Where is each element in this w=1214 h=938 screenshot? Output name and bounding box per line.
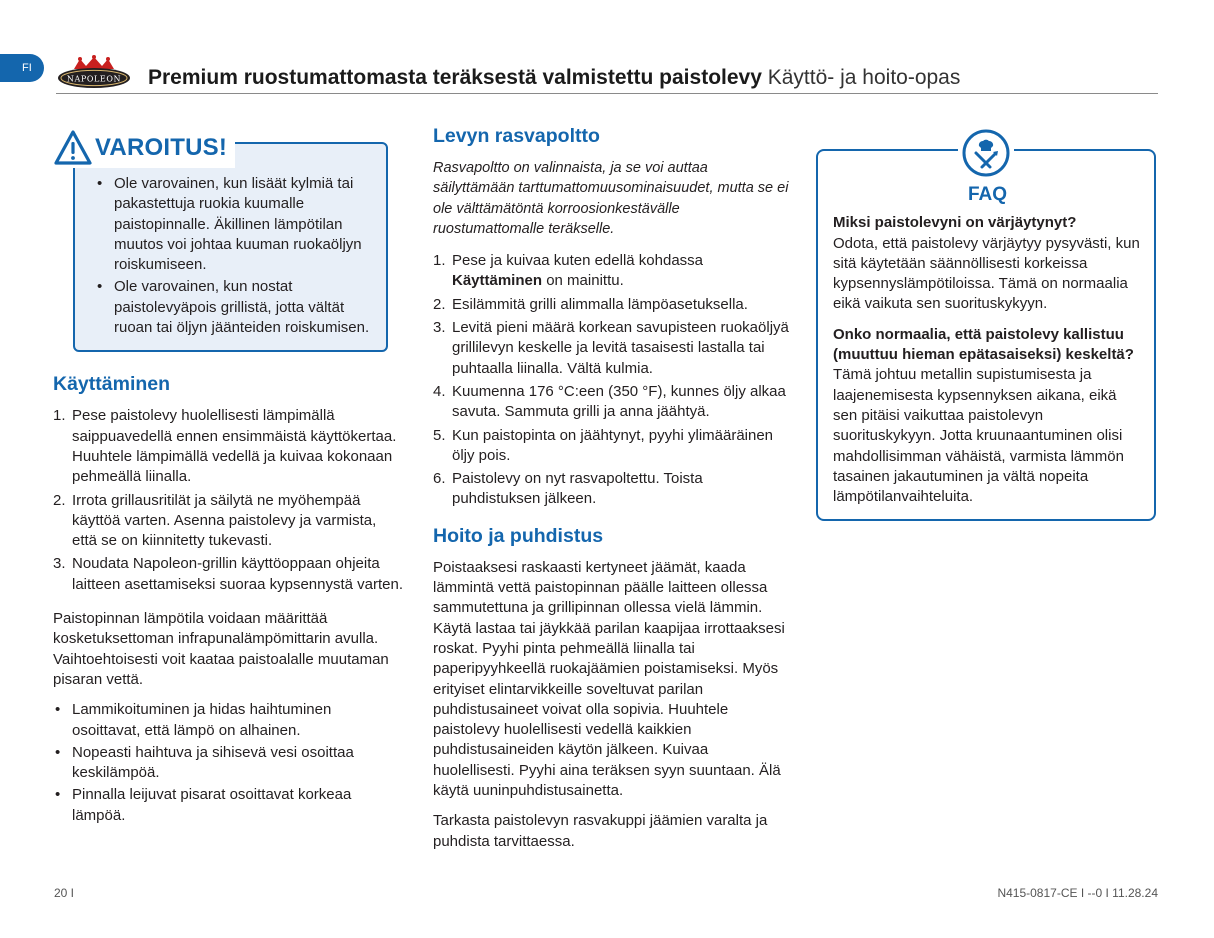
page-number: 20 I — [54, 886, 75, 900]
column-right — [816, 125, 1160, 521]
seasoning-step: 2. Esilämmitä grilli alimmalla lämpöasetuksella. — [433, 295, 748, 313]
usage-steps — [53, 406, 403, 595]
column-left — [53, 133, 404, 828]
seasoning-steps — [433, 251, 793, 510]
seasoning-step: 5. Kun paistopinta on jäähtynyt, pyyhi ylimääräinen öljy pois. — [433, 426, 774, 464]
document-code: N415-0817-CE I --0 I 11.28.24 — [997, 886, 1158, 900]
title-subtitle: Käyttö- ja hoito-opas — [767, 66, 961, 89]
warning-item: • Ole varovainen, kun lisäät kylmiä tai pakastettuja ruokia kuumalle paistopinnalle. Äkillinen lämpötilan muutos voi johtaa kuuman ruokaöljyn roiskumiseen. — [95, 174, 372, 275]
warning-box — [73, 133, 388, 352]
warning-title: VAROITUS! — [95, 133, 228, 161]
faq-question: Miksi paistolevyni on värjäytynyt? — [833, 214, 1077, 232]
napoleon-logo-icon — [56, 55, 132, 89]
warning-triangle-icon — [53, 129, 93, 167]
chef-utensils-icon — [962, 129, 1010, 177]
language-tab — [0, 54, 44, 82]
seasoning-step: 4. Kuumenna 176 °C:een (350 °F), kunnes öljy alkaa savuta. Sammuta grilli ja anna jäähtyä. — [433, 382, 786, 421]
logo-wordmark: NAPOLEON — [66, 74, 122, 84]
title-main: Premium ruostumattomasta teräksestä valmistettu paistolevy — [148, 66, 762, 89]
usage-step: 1. Pese paistolevy huolellisesti lämpimällä saippuavedellä ennen ensimmäistä käyttökertaa. Huuhtele lämpimällä vedellä ja kuivaa kokonaan pehmeällä liinalla. — [53, 407, 397, 486]
seasoning-step: 1. Pese ja kuivaa kuten edellä kohdassa Käyttäminen on mainittu. — [433, 252, 704, 290]
faq-question: Onko normaalia, että paistolevy kallistuu (muuttuu hieman epätasaiseksi) keskeltä? — [833, 325, 1134, 364]
usage-step: 3. Noudata Napoleon-grillin käyttöoppaan ohjeita laitteen asettamiseksi suoraa kypsennystä varten. — [53, 555, 404, 593]
faq-answer: Odota, että paistolevy värjäytyy pysyvästi, kun sitä käytetään säännöllisesti korkeissa kypsennyslämpötiloissa. Tämä on normaalia eikä vaikuta sen suorituskykyyn. — [833, 234, 1140, 313]
seasoning-step: 6. Paistolevy on nyt rasvapoltettu. Toista puhdistuksen jälkeen. — [433, 470, 703, 508]
heat-indicator-item: • Lammikoituminen ja hidas haihtuminen osoittavat, että lämpö on alhainen. — [53, 700, 403, 741]
faq-answer: Tämä johtuu metallin supistumisesta ja laajenemisesta kypsennyksen aikana, eikä sen pitäisi vaikuttaa paistolevyn suorituskykyyn. Jotta kruunaantuminen olisi mahdollisimman vähäistä, varmista lämmön tasainen jakautuminen ja vältä nopeita lämpötilanvaihteluita. — [833, 366, 1124, 506]
care-heading: Hoito ja puhdistus — [433, 524, 604, 547]
heat-indicator-item: • Nopeasti haihtuva ja sihisevä vesi osoittaa keskilämpöä. — [53, 743, 403, 784]
heat-indicator-item: • Pinnalla leijuvat pisarat osoittavat korkeaa lämpöä. — [53, 785, 403, 826]
faq-icon-container — [958, 125, 1014, 181]
warning-item: • Ole varovainen, kun nostat paistolevyäpois grillistä, jotta vältät ruoan tai öljyn jäänteiden roiskumisen. — [95, 277, 372, 338]
usage-step: 2. Irrota grillausritilät ja säilytä ne myöhempää käyttöä varten. Asenna paistolevy ja varmista, että se on kiinnitetty tukevasti. — [53, 491, 377, 550]
seasoning-step: 3. Levitä pieni määrä korkean savupisteen ruokaöljyä grillilevyn keskelle ja levitä tasaisesti lastalla tai puhtaalla liinalla. Vältä kulmia. — [433, 319, 789, 377]
seasoning-heading: Levyn rasvapoltto — [433, 125, 600, 147]
care-paragraph: Poistaaksesi raskaasti kertyneet jäämät, kaada lämmintä vettä paistopinnan päälle laitteen ollessa sammutettuna ja grillipinnan ollessa vielä lämmin. Käytä lastaa tai jäykkää parilan kaapijaa irrottaaksesi roskat. Pyyhi pinta pehmeällä liinalla tai paperipyyhkeellä ruokajäämien poistamiseksi. Myös erityiset elintarvikkeille soveltuvat parilan puhdistusaineet voivat olla sopivia. Huuhtele paistolevy huolellisesti vedellä kaikkien puhdistusaineiden käytön jälkeen. Kuivaa huolellisesti. Pyyhi aina teräksen syyn suuntaan. Älä käytä uuninpuhdistusainetta. — [433, 558, 785, 800]
care-paragraph-grease: Tarkasta paistolevyn rasvakuppi jäämien varalta ja puhdista tarvittaessa. — [433, 812, 768, 850]
header-divider — [56, 93, 1158, 94]
language-label: FI — [22, 62, 32, 74]
page-title — [148, 66, 960, 90]
usage-paragraph: Paistopinnan lämpötila voidaan määrittää kosketuksettoman infrapunalämpömittarin avulla. Vaihtoehtoisesti voit kaataa paistoalalle muutaman pisaran vettä. — [53, 610, 389, 688]
faq-title: FAQ — [967, 184, 1008, 205]
faq-box — [816, 149, 1156, 521]
seasoning-intro: Rasvapoltto on valinnaista, ja se voi auttaa säilyttämään tarttumattomuusominaisuudet, mutta se ei ole välttämätöntä korroosionkestävälle ruostumattomalle teräkselle. — [433, 160, 789, 237]
column-middle — [433, 124, 793, 852]
usage-heading: Käyttäminen — [53, 373, 171, 396]
warning-heading — [53, 128, 235, 168]
